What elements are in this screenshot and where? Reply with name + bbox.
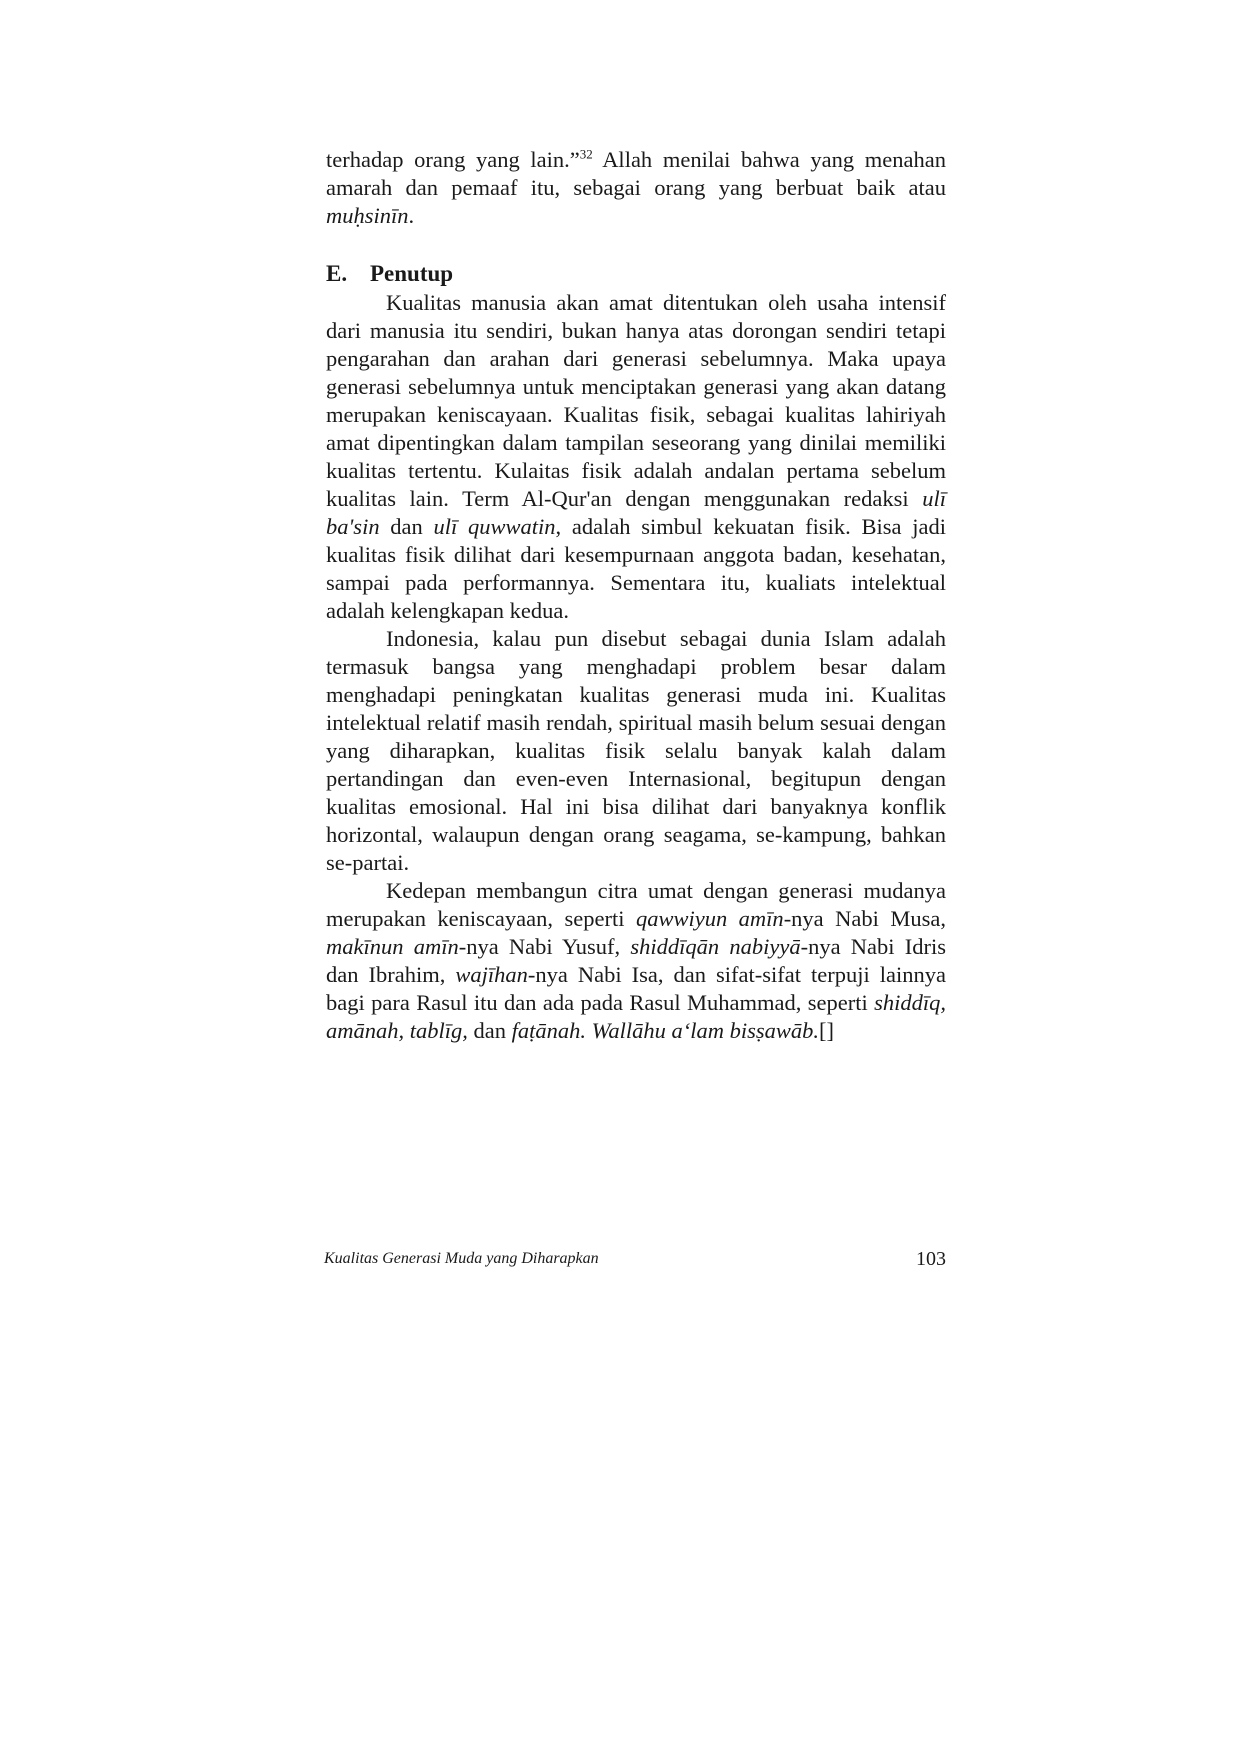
italic-term: muḥsinīn [326, 203, 409, 228]
italic-term: ulī ba'sin [326, 486, 946, 539]
intro-paragraph [326, 146, 946, 230]
italic-term: amānah, tablīg, [326, 1018, 468, 1043]
paragraph-text: -nya Nabi Idris dan Ibrahim, [326, 934, 946, 987]
section-number: E. [326, 261, 348, 286]
section-body [326, 289, 946, 1045]
intro-text: terhadap orang yang lain.” [326, 147, 580, 172]
italic-term: faṭānah. Wallāhu a‘lam bisṣawāb. [511, 1018, 819, 1043]
paragraph-text: dan [467, 1018, 512, 1043]
paragraph-text: -nya Nabi Isa, dan sifat-sifat terpuji lainnya bagi para Rasul itu dan ada pada Rasul Muhammad, seperti [326, 962, 946, 1015]
paragraph-text: Kualitas manusia akan amat ditentukan oleh usaha intensif dari manusia itu sendiri, bukan hanya atas dorongan sendiri tetapi pengarahan dan arahan dari generasi sebelumnya. Maka upaya generasi sebelumnya untuk menciptakan generasi yang akan datang merupakan keniscayaan. Kualitas fisik, sebagai kualitas lahiriyah amat dipentingkan dalam tampilan seseorang yang dinilai memiliki kualitas tertentu. Kulaitas fisik adalah andalan pertama sebelum kualitas lain. Term Al-Qur'an dengan menggunakan redaksi [326, 290, 946, 511]
italic-term: shiddīqān nabiyyā [630, 934, 801, 959]
page-number: 103 [916, 1248, 946, 1270]
intro-text: . [408, 203, 415, 228]
paragraph-text: , adalah simbul kekuatan fisik. Bisa jadi kualitas fisik dilihat dari kesempurnaan anggota badan, kesehatan, sampai pada performannya. Sementara itu, kualiats intelektual adalah kelengkapan kedua. [326, 514, 946, 623]
intro-text: Allah menilai bahwa yang menahan amarah dan pemaaf itu, sebagai orang yang berbuat baik atau [326, 147, 946, 200]
italic-term: shiddīq, [874, 990, 946, 1015]
italic-term: makīnun amīn [326, 934, 459, 959]
running-footer-title: Kualitas Generasi Muda yang Diharapkan [324, 1250, 599, 1267]
italic-term: ulī quwwatin [433, 514, 556, 539]
italic-term: qawwiyun amīn [635, 906, 784, 931]
paragraph-text: -nya Nabi Yusuf, [458, 934, 631, 959]
paragraph-3 [326, 877, 946, 1045]
paragraph-1 [326, 289, 946, 625]
paragraph-text: dan [379, 514, 434, 539]
paragraph-text: Kedepan membangun citra umat dengan generasi mudanya merupakan keniscayaan, seperti [326, 878, 946, 931]
paragraph-text: -nya Nabi Musa, [783, 906, 946, 931]
section-title: Penutup [370, 261, 454, 286]
italic-term: wajīhan [455, 962, 528, 987]
paragraph-text: Indonesia, kalau pun disebut sebagai dunia Islam adalah termasuk bangsa yang menghadapi problem besar dalam menghadapi peningkatan kualitas generasi muda ini. Kualitas intelektual relatif masih rendah, spiritual masih belum sesuai dengan yang diharapkan, kualitas fisik selalu banyak kalah dalam pertandingan dan even-even Internasional, begitupun dengan kualitas emosional. Hal ini bisa dilihat dari banyaknya konflik horizontal, walaupun dengan orang seagama, se-kampung, bahkan se-partai. [326, 626, 946, 875]
section-heading [326, 260, 453, 288]
paragraph-text: [] [818, 1018, 834, 1043]
paragraph-2 [326, 625, 946, 877]
footnote-marker[interactable]: 32 [579, 146, 593, 162]
